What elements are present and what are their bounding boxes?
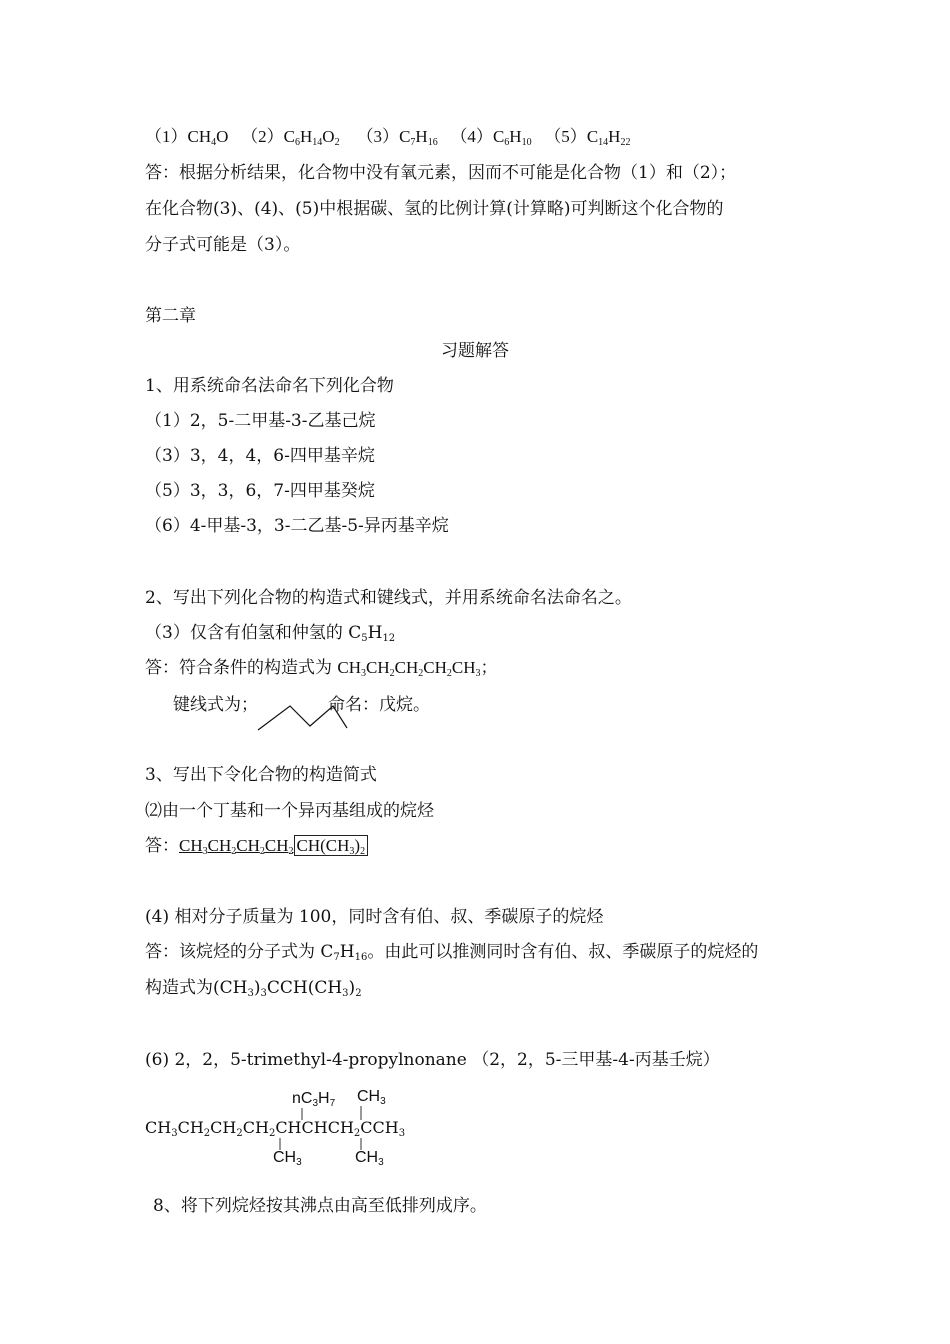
subscript: 3 <box>380 1096 386 1107</box>
q1-answer-5: （5）3，3，6，7-四甲基癸烷 <box>145 481 375 501</box>
text: H <box>339 942 355 962</box>
chapter-heading: 第二章 <box>145 306 196 326</box>
formula-text: CH(CH <box>296 836 350 855</box>
option-label: （2） <box>241 127 284 146</box>
formula-text: CH <box>394 658 419 677</box>
subscript: 3 <box>378 1157 384 1168</box>
answer-intro-line-2: 在化合物(3)、(4)、(5)中根据碳、氢的比例计算(计算略)可判断这个化合物的 <box>145 199 724 219</box>
subscript: 7 <box>333 952 340 963</box>
subscript: 14 <box>312 137 323 148</box>
text: 构造式为(CH <box>145 978 248 998</box>
text: 。由此可以推测同时含有伯、叔、季碳原子的烷烃的 <box>367 942 759 962</box>
formula-text: CH <box>177 1118 204 1137</box>
text: H <box>318 1090 330 1107</box>
skeletal-label: 键线式为； <box>173 695 258 715</box>
subscript: 3 <box>398 1128 406 1139</box>
subscript: 2 <box>268 1128 276 1139</box>
q2-title: 2、写出下列化合物的构造式和键线式，并用系统命名法命名之。 <box>145 588 632 608</box>
formula-text: ) <box>354 836 361 855</box>
subscript: 2 <box>446 668 452 679</box>
subscript: 4 <box>211 137 217 148</box>
formula-text: C <box>399 127 411 146</box>
text: 答：符合条件的构造式为 <box>145 658 338 678</box>
subscript: 3 <box>171 1128 178 1139</box>
subscript: 2 <box>334 137 340 148</box>
q1-answer-6: （6）4-甲基-3，3-二乙基-5-异丙基辛烷 <box>145 516 449 536</box>
methyl-bottom-2 <box>355 1147 384 1169</box>
formula-text: C <box>283 127 295 146</box>
formula-text: CH <box>145 1118 172 1137</box>
text: 答： <box>145 836 179 856</box>
formula-text: CH <box>264 836 289 855</box>
section-title: 习题解答 <box>441 341 509 361</box>
methyl-bottom-1 <box>273 1147 302 1169</box>
q1-answer-1: （1）2，5-二甲基-3-乙基己烷 <box>145 411 376 431</box>
subscript: 12 <box>382 633 396 644</box>
formula-text: CH <box>242 1118 269 1137</box>
subscript: 3 <box>296 1157 302 1168</box>
subscript: 22 <box>620 137 631 148</box>
text: nC <box>292 1090 313 1107</box>
text: CH <box>355 1149 379 1166</box>
text: 答：该烷烃的分子式为 C <box>145 942 334 962</box>
formula-text: CH <box>451 658 476 677</box>
option-label: （4） <box>450 127 493 146</box>
formula-text: CH <box>236 836 260 855</box>
text: CCH(CH <box>266 978 343 998</box>
q1-title: 1、用系统命名法命名下列化合物 <box>145 376 394 396</box>
formula-text: CH <box>187 127 212 146</box>
subscript: 3 <box>349 846 355 857</box>
formula-text: CH <box>366 658 390 677</box>
option-label: （5） <box>544 127 587 146</box>
subscript: 2 <box>418 668 424 679</box>
subscript: 2 <box>288 846 294 857</box>
name-label: 命名：戊烷。 <box>328 695 430 715</box>
subscript: 5 <box>361 633 368 644</box>
text: ) <box>253 978 261 998</box>
subscript: 6 <box>504 137 510 148</box>
subscript: 2 <box>353 1128 361 1139</box>
subscript: 2 <box>389 668 395 679</box>
formula-text: H <box>608 127 621 146</box>
option-label: （3） <box>356 127 400 146</box>
formula-text: CH <box>210 1118 237 1137</box>
q3-sub-4: (4) 相对分子质量为 100，同时含有伯、叔、季碳原子的烷烃 <box>145 907 604 927</box>
q8-title: 8、将下列烷烃按其沸点由高至低排列成序。 <box>153 1196 487 1216</box>
subscript: 16 <box>427 137 438 148</box>
subscript: 3 <box>312 1098 319 1109</box>
text: ) <box>348 978 356 998</box>
subscript: 3 <box>361 668 367 679</box>
answer-intro-line-3: 分子式可能是（3）。 <box>145 235 301 255</box>
text: CH <box>273 1149 297 1166</box>
subscript: 2 <box>360 846 366 857</box>
formula-text: H <box>509 127 522 146</box>
text: CH <box>357 1088 381 1105</box>
subscript: 7 <box>410 137 416 148</box>
main-chain <box>145 1117 405 1139</box>
formula-text: CH <box>207 836 232 855</box>
subscript: 3 <box>247 988 254 999</box>
option-label: （1） <box>145 127 188 146</box>
formula-text: H <box>300 127 313 146</box>
subscript: 2 <box>203 1128 211 1139</box>
q3-sub-6: (6) 2，2，5-trimethyl-4-propylnonane （2，2，5-三甲基-4-丙基壬烷） <box>145 1050 720 1070</box>
subscript: 2 <box>236 1128 243 1139</box>
subscript: 7 <box>329 1098 336 1109</box>
q3-title: 3、写出下令化合物的构造简式 <box>145 765 377 785</box>
subscript: 3 <box>260 988 267 999</box>
subscript: 2 <box>231 846 237 857</box>
q3-sub-2: ⑵由一个丁基和一个异丙基组成的烷烃 <box>145 801 434 821</box>
formula-text: C <box>586 127 599 146</box>
subscript: 2 <box>355 988 362 999</box>
subscript: 3 <box>342 988 349 999</box>
subscript: 3 <box>475 668 481 679</box>
subscript: 14 <box>598 137 609 148</box>
answer-intro-line-1: 答：根据分析结果，化合物中没有氧元素，因而不可能是化合物（1）和（2）； <box>145 163 737 183</box>
formula-text: CCH <box>360 1118 399 1137</box>
text: H <box>367 623 383 643</box>
subscript: 2 <box>259 846 265 857</box>
formula-text: O <box>216 127 229 146</box>
formula-text: O <box>322 127 335 146</box>
formula-text: H <box>415 127 428 146</box>
subscript: 16 <box>354 952 368 963</box>
q1-answer-3: （3）3，4，4，6-四甲基辛烷 <box>145 446 375 466</box>
formula-text: CH <box>337 658 362 677</box>
text: ； <box>480 658 498 678</box>
formula-text: C <box>492 127 505 146</box>
formula-text: CH <box>423 658 447 677</box>
formula-text: CH <box>179 836 203 855</box>
text: （3）仅含有伯氢和仲氢的 C <box>145 623 362 643</box>
formula-text: CHCHCH <box>275 1118 354 1137</box>
subscript: 6 <box>295 137 300 148</box>
subscript: 10 <box>521 137 532 148</box>
subscript: 3 <box>202 846 208 857</box>
